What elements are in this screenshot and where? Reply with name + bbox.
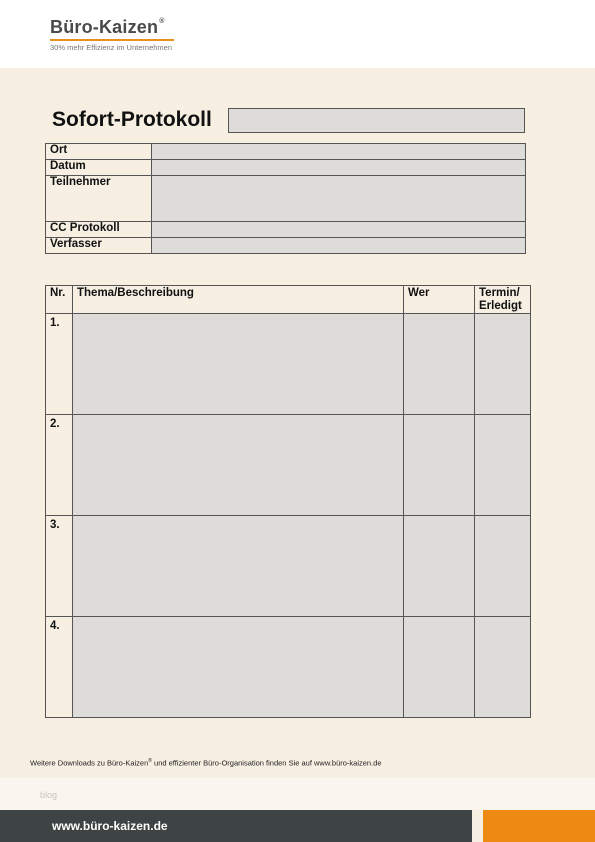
ort-field[interactable] xyxy=(152,144,526,160)
thema-cell[interactable] xyxy=(73,314,404,415)
info-label-teilnehmer: Teilnehmer xyxy=(46,176,152,222)
row-number: 2. xyxy=(46,415,73,516)
info-label-ort: Ort xyxy=(46,144,152,160)
table-row xyxy=(46,516,531,617)
info-row-datum xyxy=(46,160,526,176)
topics-table xyxy=(45,285,531,718)
termin-cell[interactable] xyxy=(475,617,531,718)
brand-logo xyxy=(50,17,164,38)
footer-accent-block xyxy=(483,810,595,842)
row-number: 4. xyxy=(46,617,73,718)
downloads-note-suffix: und effizienter Büro-Organisation finden Sie auf www.büro-kaizen.de xyxy=(151,758,382,768)
footer-website-link[interactable]: www.büro-kaizen.de xyxy=(52,819,168,833)
brand-tagline: 30% mehr Effizienz im Unternehmen xyxy=(50,43,172,52)
blog-strip xyxy=(0,778,595,810)
document-title: Sofort-Protokoll xyxy=(52,108,212,131)
thema-cell[interactable] xyxy=(73,617,404,718)
footer-bar xyxy=(0,810,472,842)
downloads-note xyxy=(30,758,382,768)
info-row-teilnehmer xyxy=(46,176,526,222)
thema-cell[interactable] xyxy=(73,415,404,516)
column-header-termin xyxy=(475,286,531,314)
info-label-datum: Datum xyxy=(46,160,152,176)
meeting-info-table xyxy=(45,143,526,254)
datum-field[interactable] xyxy=(152,160,526,176)
column-header-wer: Wer xyxy=(404,286,475,314)
wer-cell[interactable] xyxy=(404,314,475,415)
cc-protokoll-field[interactable] xyxy=(152,222,526,238)
info-row-cc-protokoll xyxy=(46,222,526,238)
info-label-cc-protokoll: CC Protokoll xyxy=(46,222,152,238)
verfasser-field[interactable] xyxy=(152,238,526,254)
termin-header-line2: Erledigt xyxy=(479,300,522,312)
blog-label: blog xyxy=(40,790,58,800)
brand-registered-mark: ® xyxy=(159,18,165,25)
info-label-verfasser: Verfasser xyxy=(46,238,152,254)
thema-cell[interactable] xyxy=(73,516,404,617)
topics-header-row xyxy=(46,286,531,314)
brand-name: Büro-Kaizen xyxy=(50,17,159,37)
info-row-ort xyxy=(46,144,526,160)
wer-cell[interactable] xyxy=(404,617,475,718)
table-row xyxy=(46,314,531,415)
brand-underline xyxy=(50,39,174,41)
termin-cell[interactable] xyxy=(475,314,531,415)
row-number: 3. xyxy=(46,516,73,617)
table-row xyxy=(46,617,531,718)
wer-cell[interactable] xyxy=(404,516,475,617)
termin-header-line1: Termin/ xyxy=(479,287,520,299)
column-header-thema: Thema/Beschreibung xyxy=(73,286,404,314)
info-row-verfasser xyxy=(46,238,526,254)
header-bar xyxy=(0,0,595,68)
table-row xyxy=(46,415,531,516)
wer-cell[interactable] xyxy=(404,415,475,516)
teilnehmer-field[interactable] xyxy=(152,176,526,222)
row-number: 1. xyxy=(46,314,73,415)
title-input-box[interactable] xyxy=(228,108,525,133)
termin-cell[interactable] xyxy=(475,516,531,617)
termin-cell[interactable] xyxy=(475,415,531,516)
column-header-nr: Nr. xyxy=(46,286,73,314)
downloads-note-mark: ® xyxy=(148,758,152,764)
downloads-note-prefix: Weitere Downloads zu Büro-Kaizen xyxy=(30,758,149,768)
